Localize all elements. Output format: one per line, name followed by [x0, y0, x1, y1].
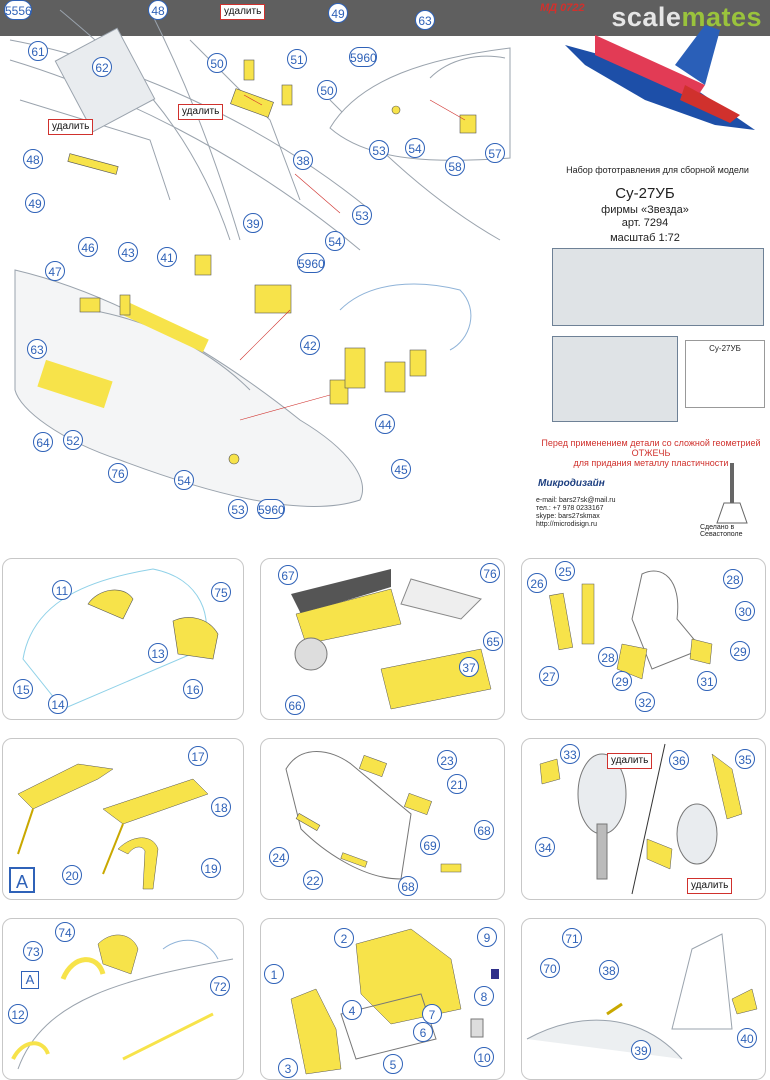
kit-scale: масштаб 1:72 — [610, 232, 680, 244]
callout: 48 — [23, 149, 43, 169]
panel-canopy-install — [2, 918, 244, 1080]
kit-title: Су-27УБ — [615, 185, 675, 202]
callout: 49 — [328, 3, 348, 23]
callout: 37 — [459, 657, 479, 677]
callout: 50 — [207, 53, 227, 73]
fret-label: Су-27УБ — [709, 344, 741, 353]
contact-email: e-mail: bars27sk@mail.ru — [536, 497, 616, 504]
contact-skype: skype: bars27skmax — [536, 513, 600, 520]
callout: 63 — [415, 10, 435, 30]
callout: 57 — [485, 143, 505, 163]
callout: 41 — [157, 247, 177, 267]
callout: 64 — [33, 432, 53, 452]
product-code: МД 0722 — [540, 2, 585, 14]
callout: 22 — [303, 870, 323, 890]
callout: 36 — [669, 750, 689, 770]
callout: 52 — [63, 430, 83, 450]
callout: 43 — [118, 242, 138, 262]
company-logo: Микродизайн — [538, 478, 605, 489]
made-in: Сделано в Севастополе — [700, 524, 743, 538]
callout: 49 — [25, 193, 45, 213]
callout: 17 — [188, 746, 208, 766]
mark-a: A — [9, 867, 35, 893]
warning-line-1: Перед применением детали со сложной геометрией — [541, 438, 761, 448]
callout: 69 — [420, 835, 440, 855]
instrument-drawing — [261, 919, 504, 1079]
callout: 44 — [375, 414, 395, 434]
parts-yellow-top — [0, 0, 540, 540]
contact-phone: тел.: +7 978 0233167 — [536, 505, 604, 512]
callout: 47 — [45, 261, 65, 281]
callout: 15 — [13, 679, 33, 699]
tub-drawing — [261, 739, 504, 899]
brand-part-a: scale — [611, 2, 682, 32]
panel-canopy-frames — [2, 558, 244, 720]
callout: 5960 — [349, 47, 377, 67]
callout: 16 — [183, 679, 203, 699]
callout: 45 — [391, 459, 411, 479]
callout: 25 — [555, 561, 575, 581]
callout: 5556 — [4, 0, 32, 20]
panel-frame-a — [2, 738, 244, 900]
callout: 46 — [78, 237, 98, 257]
callout: 24 — [269, 847, 289, 867]
callout: 4 — [342, 1000, 362, 1020]
callout: 32 — [635, 692, 655, 712]
callout: 53 — [228, 499, 248, 519]
callout: 5960 — [297, 253, 325, 273]
panel-tail — [521, 918, 766, 1080]
callout: 10 — [474, 1047, 494, 1067]
panel-landing-gear — [521, 738, 766, 900]
monument-icon — [712, 458, 752, 528]
callout: 62 — [92, 57, 112, 77]
callout: 18 — [211, 797, 231, 817]
callout: 27 — [539, 666, 559, 686]
delete-label-gear-2: удалить — [687, 878, 732, 894]
callout: 38 — [293, 150, 313, 170]
callout: 54 — [174, 470, 194, 490]
callout: 76 — [108, 463, 128, 483]
kit-maker: фирмы «Звезда» — [601, 204, 689, 216]
callout: 73 — [23, 941, 43, 961]
kit-art: арт. 7294 — [621, 217, 669, 229]
callout: 1 — [264, 964, 284, 984]
callout: 50 — [317, 80, 337, 100]
callout: 28 — [598, 647, 618, 667]
callout: 29 — [730, 641, 750, 661]
callout: 23 — [437, 750, 457, 770]
callout: 40 — [737, 1028, 757, 1048]
callout: 54 — [325, 231, 345, 251]
callout: 51 — [287, 49, 307, 69]
callout: 67 — [278, 565, 298, 585]
callout: 26 — [527, 573, 547, 593]
callout: 71 — [562, 928, 582, 948]
delete-label-1: удалить — [220, 4, 265, 20]
fret-image-3 — [685, 340, 765, 408]
callout: 74 — [55, 922, 75, 942]
aircraft-photo — [555, 5, 760, 145]
callout: 72 — [210, 976, 230, 996]
callout: 34 — [535, 837, 555, 857]
callout: 13 — [148, 643, 168, 663]
callout: 48 — [148, 0, 168, 20]
callout: 76 — [480, 563, 500, 583]
panel-bay-details — [260, 558, 505, 720]
delete-label-gear-1: удалить — [607, 753, 652, 769]
callout: 30 — [735, 601, 755, 621]
callout: 7 — [422, 1004, 442, 1024]
callout: 21 — [447, 774, 467, 794]
callout: 19 — [201, 858, 221, 878]
callout: 66 — [285, 695, 305, 715]
callout: 9 — [477, 927, 497, 947]
callout: 58 — [445, 156, 465, 176]
kit-line1: Набор фототравления для сборной модели — [566, 165, 749, 175]
callout: 53 — [369, 140, 389, 160]
callout: 14 — [48, 694, 68, 714]
mark-a-small: A — [21, 971, 39, 989]
contact-web: http://microdisign.ru — [536, 521, 598, 528]
callout: 2 — [334, 928, 354, 948]
callout: 20 — [62, 865, 82, 885]
callout: 65 — [483, 631, 503, 651]
callout: 33 — [560, 744, 580, 764]
callout: 3 — [278, 1058, 298, 1078]
callout: 75 — [211, 582, 231, 602]
callout: 5960 — [257, 499, 285, 519]
callout: 29 — [612, 671, 632, 691]
callout: 5 — [383, 1054, 403, 1074]
callout: 38 — [599, 960, 619, 980]
warning-line-3: для придания металлу пластичности — [573, 458, 729, 468]
contacts — [536, 497, 615, 529]
callout: 70 — [540, 958, 560, 978]
callout: 53 — [352, 205, 372, 225]
callout: 39 — [631, 1040, 651, 1060]
callout: 39 — [243, 213, 263, 233]
panel-cockpit-tub — [260, 738, 505, 900]
callout: 54 — [405, 138, 425, 158]
callout: 42 — [300, 335, 320, 355]
callout: 31 — [697, 671, 717, 691]
callout: 68 — [398, 876, 418, 896]
canopy-drawing — [3, 559, 243, 719]
callout: 11 — [52, 580, 72, 600]
callout: 35 — [735, 749, 755, 769]
delete-label-2: удалить — [178, 104, 223, 120]
panel-seat — [521, 558, 766, 720]
fret-image-2 — [552, 336, 678, 422]
delete-label-3: удалить — [48, 119, 93, 135]
fret-image-1 — [552, 248, 764, 326]
callout: 12 — [8, 1004, 28, 1024]
callout: 63 — [27, 339, 47, 359]
callout: 68 — [474, 820, 494, 840]
warning-line-2: ОТЖЕЧЬ — [631, 448, 671, 458]
brand-part-b: mates — [681, 2, 762, 32]
callout: 61 — [28, 41, 48, 61]
callout: 28 — [723, 569, 743, 589]
callout: 6 — [413, 1022, 433, 1042]
callout: 8 — [474, 986, 494, 1006]
panel-instrument — [260, 918, 505, 1080]
